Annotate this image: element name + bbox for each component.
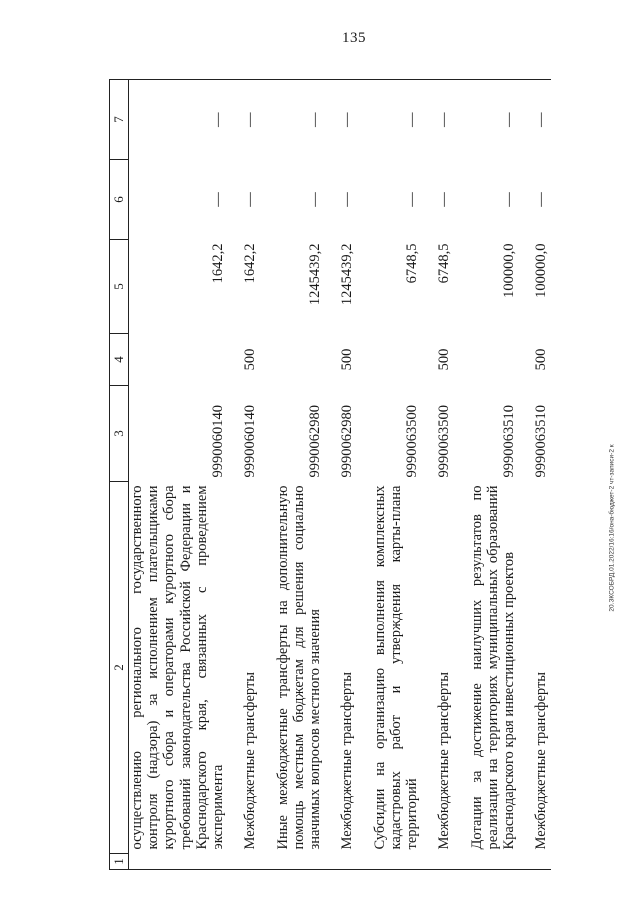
- table-row: [273, 80, 326, 870]
- row-amount: 1642,2: [210, 243, 227, 284]
- row-code: 9990063510: [533, 405, 550, 478]
- row-vr: [273, 334, 326, 386]
- row-name: Иные межбюджетные трансферты на дополнительную помощь местным бюджетам для решения социально значимых вопросов местного значения: [274, 485, 324, 850]
- row-name: Межбюджетные трансферты: [242, 671, 259, 850]
- row-code: 9990060140: [242, 405, 259, 478]
- header-col-2: 2: [110, 482, 129, 854]
- row-index-cell: [467, 854, 520, 870]
- table-row: [434, 80, 454, 870]
- row-col7: —: [337, 80, 357, 160]
- row-col6: —: [210, 192, 227, 207]
- row-vr: 500: [436, 348, 453, 371]
- row-gap: [261, 80, 273, 870]
- row-name: Межбюджетные трансферты: [533, 671, 550, 850]
- budget-table-wrapper: [109, 80, 551, 870]
- budget-table: [109, 79, 551, 870]
- header-col-4: 4: [110, 334, 129, 386]
- page-number: 135: [342, 30, 366, 46]
- row-amount: 100000,0: [533, 243, 550, 298]
- table-row: [337, 80, 357, 870]
- row-vr: [467, 334, 520, 386]
- row-index-cell: [240, 854, 260, 870]
- row-col7: —: [467, 80, 520, 160]
- row-gap: [228, 80, 240, 870]
- row-col7: —: [434, 80, 454, 160]
- row-vr: 500: [242, 348, 259, 371]
- row-gap: [422, 80, 434, 870]
- row-index-cell: [337, 854, 357, 870]
- row-col7: —: [531, 80, 551, 160]
- row-gap: [519, 80, 531, 870]
- row-col7: —: [370, 80, 423, 160]
- header-col-7: 7: [110, 80, 129, 160]
- row-gap: [455, 80, 467, 870]
- table-row: [129, 80, 229, 870]
- row-col6: —: [307, 192, 324, 207]
- row-code: 9990062980: [307, 405, 324, 478]
- row-name: Дотации за достижение наилучших результатов по реализации на территориях муниципальных образований Краснодарского края инвестиционных проектов: [468, 485, 517, 850]
- row-vr: [370, 334, 423, 386]
- row-col6: —: [242, 192, 259, 207]
- header-col-6: 6: [110, 160, 129, 240]
- row-gap: [358, 80, 370, 870]
- side-note: 20.ЗКСОБРД.01.2022/16:16/она-бюджет-2 чт-записи-2 к: [608, 444, 616, 612]
- row-amount: 1245439,2: [307, 243, 324, 306]
- row-col6: —: [339, 192, 356, 207]
- row-amount: 1245439,2: [339, 243, 356, 306]
- row-index-cell: [273, 854, 326, 870]
- row-amount: 100000,0: [500, 243, 517, 298]
- row-col6: —: [436, 192, 453, 207]
- table-row: [370, 80, 423, 870]
- row-col6: —: [533, 192, 550, 207]
- header-col-3: 3: [110, 386, 129, 482]
- row-col7: —: [240, 80, 260, 160]
- row-amount: 6748,5: [404, 243, 421, 284]
- table-row: [531, 80, 551, 870]
- row-code: 9990062980: [339, 405, 356, 478]
- row-col7: —: [273, 80, 326, 160]
- header-col-5: 5: [110, 240, 129, 334]
- row-index-cell: [531, 854, 551, 870]
- table-row: [467, 80, 520, 870]
- row-code: 9990063510: [500, 405, 517, 478]
- row-name: Межбюджетные трансферты: [339, 671, 356, 850]
- row-code: 9990060140: [210, 405, 227, 478]
- row-name: осуществлению регионального государственного контроля (надзора) за исполнением плательщиками курортного сбора и операторами курортного сбора требований законодательства Российской Федерации и Краснодарского края, связанных с проведением эксперимента: [129, 485, 227, 850]
- row-amount: 1642,2: [242, 243, 259, 284]
- row-name: Межбюджетные трансферты: [436, 671, 453, 850]
- row-col6: —: [500, 192, 517, 207]
- row-code: 9990063500: [436, 405, 453, 478]
- table-row: [240, 80, 260, 870]
- row-amount: 6748,5: [436, 243, 453, 284]
- row-col7: —: [129, 80, 229, 160]
- row-vr: 500: [533, 348, 550, 371]
- header-row: [110, 80, 129, 870]
- row-vr: [129, 334, 229, 386]
- row-vr: 500: [339, 348, 356, 371]
- row-index-cell: [129, 854, 229, 870]
- row-index-cell: [370, 854, 423, 870]
- row-name: Субсидии на организацию выполнения комплексных кадастровых работ и утверждения карты-плана территорий: [371, 485, 421, 850]
- row-index-cell: [434, 854, 454, 870]
- header-col-1: 1: [110, 854, 129, 870]
- row-gap: [325, 80, 337, 870]
- row-code: 9990063500: [404, 405, 421, 478]
- row-col6: —: [404, 192, 421, 207]
